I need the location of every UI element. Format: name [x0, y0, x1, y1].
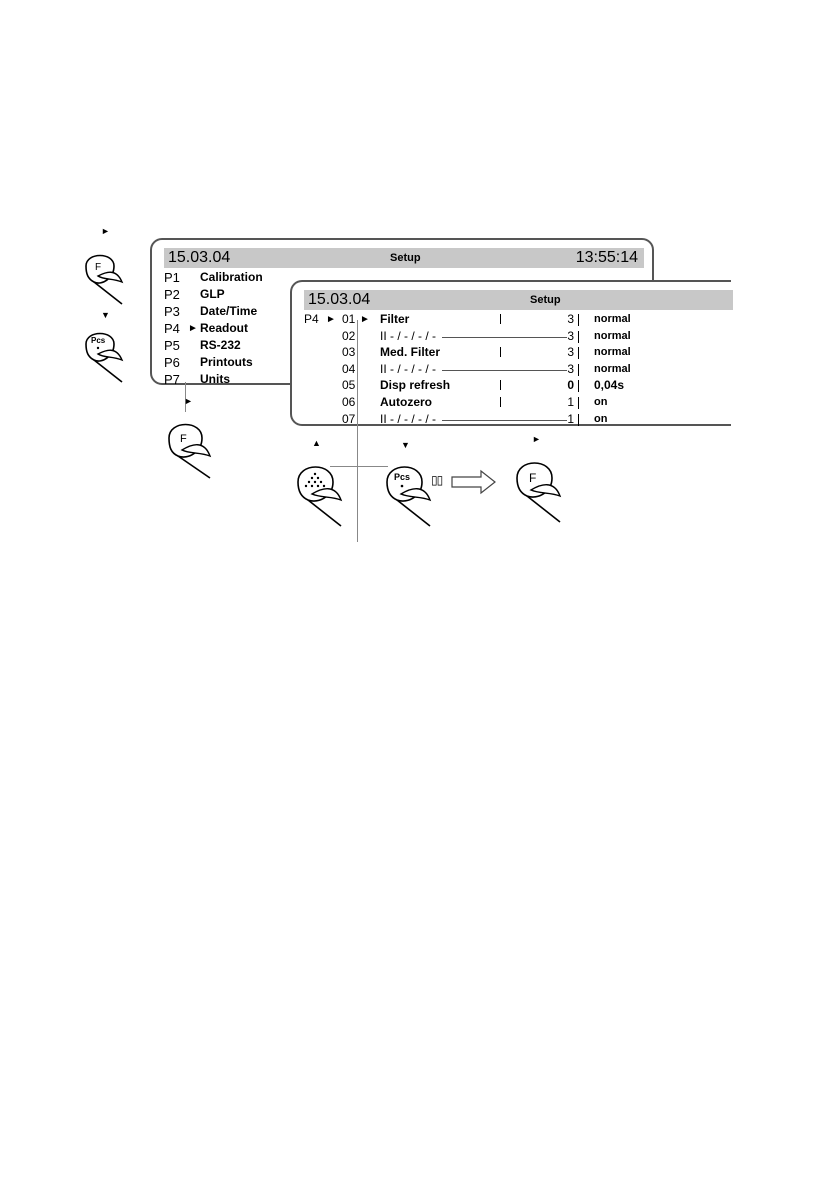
up-key-icon[interactable] — [293, 456, 349, 528]
pcs-key-label: Pcs — [394, 472, 411, 482]
f-key-icon[interactable] — [164, 414, 218, 480]
menu-item-label: RS-232 — [200, 338, 241, 352]
key-arrow-5: ▼ — [401, 440, 410, 450]
item-value: 1 — [567, 411, 574, 426]
selection-arrow-icon: ► — [326, 314, 336, 325]
item-number: 07 — [342, 411, 356, 426]
readout-item-07[interactable] — [292, 411, 733, 428]
value-line — [442, 337, 567, 338]
item-value: 0 — [567, 378, 574, 393]
tick-mark — [500, 314, 501, 324]
date-display: 15.03.04 — [308, 291, 371, 308]
readout-item-06[interactable] — [292, 394, 733, 411]
readout-item-03[interactable] — [292, 344, 733, 361]
key-arrow-2: ▼ — [101, 310, 110, 320]
value-line — [442, 370, 567, 371]
item-option: normal — [594, 362, 631, 375]
item-label: II - / - / - / - — [380, 328, 436, 343]
item-label: Autozero — [380, 395, 432, 409]
selection-arrow-icon: ► — [188, 323, 198, 334]
item-value: 1 — [567, 395, 574, 409]
item-number: 05 — [342, 378, 356, 393]
value-separator — [578, 380, 579, 392]
item-value: 3 — [567, 361, 574, 376]
value-separator — [578, 331, 579, 343]
key-arrow-1: ► — [101, 226, 110, 236]
value-line — [442, 420, 567, 421]
menu-item-code: P6 — [164, 355, 180, 370]
menu-item-code: P4 — [164, 321, 180, 336]
value-separator — [578, 414, 579, 426]
item-label: II - / - / - / - — [380, 411, 436, 426]
item-value: 3 — [567, 345, 574, 360]
menu-item-label: Units — [200, 372, 230, 386]
readout-item-02[interactable] — [292, 328, 733, 345]
item-number: 06 — [342, 395, 356, 409]
menu-item-code: P2 — [164, 287, 180, 302]
menu-item-code: P3 — [164, 304, 180, 319]
item-option: normal — [594, 329, 631, 342]
key-arrow-3: ► — [184, 396, 193, 406]
value-separator — [578, 364, 579, 376]
menu-item-code: P5 — [164, 338, 180, 353]
item-value: 3 — [567, 328, 574, 343]
readout-item-01[interactable] — [292, 311, 733, 328]
item-label: II - / - / - / - — [380, 361, 436, 376]
item-number: 01 — [342, 312, 356, 326]
readout-item-05[interactable] — [292, 377, 733, 394]
pcs-key-icon[interactable] — [382, 456, 438, 528]
tick-mark — [500, 347, 501, 357]
key-arrow-6: ► — [532, 434, 541, 444]
parent-code: P4 — [304, 312, 319, 326]
item-label: Med. Filter — [380, 345, 441, 360]
f-key-icon[interactable] — [82, 246, 132, 306]
menu-item-label: GLP — [200, 287, 225, 301]
header-bar — [164, 248, 644, 268]
item-number: 04 — [342, 361, 356, 376]
tick-mark — [500, 397, 501, 407]
header-bar — [304, 290, 733, 310]
value-separator — [578, 397, 579, 409]
item-label: Filter — [380, 312, 410, 326]
readout-item-04[interactable] — [292, 361, 733, 378]
item-number: 03 — [342, 345, 356, 360]
f-key-label: F — [95, 262, 102, 273]
value-separator — [578, 347, 579, 359]
date-display: 15.03.04 — [168, 249, 231, 266]
tick-mark — [500, 380, 501, 390]
screen-title: Setup — [530, 294, 561, 306]
f-key-label: F — [529, 471, 537, 485]
item-option: on — [594, 396, 608, 408]
time-display: 13:55:14 — [575, 249, 638, 266]
item-option: normal — [594, 313, 631, 325]
f-key-icon[interactable] — [512, 452, 570, 524]
key-arrow-4: ▲ — [312, 438, 321, 448]
menu-item-label: Readout — [200, 321, 248, 335]
connector-line-2 — [357, 320, 358, 542]
screen-title: Setup — [390, 252, 421, 264]
item-number: 02 — [342, 328, 356, 343]
item-option: on — [594, 412, 608, 425]
menu-item-label: Printouts — [200, 355, 253, 369]
pcs-key-icon[interactable] — [82, 324, 132, 384]
menu-item-code: P7 — [164, 372, 180, 387]
menu-item-label: Date/Time — [200, 304, 258, 318]
pcs-key-label: Pcs — [91, 336, 106, 345]
hold-indicator: ▯▯ — [431, 473, 443, 487]
next-arrow-icon — [451, 470, 497, 494]
item-option: 0,04s — [594, 378, 625, 393]
selection-arrow-icon: ► — [360, 314, 370, 325]
item-label: Disp refresh — [380, 378, 451, 393]
menu-item-code: P1 — [164, 270, 180, 285]
menu-item-label: Calibration — [200, 270, 263, 284]
item-value: 3 — [567, 312, 574, 326]
f-key-label: F — [180, 433, 187, 445]
value-separator — [578, 314, 579, 326]
item-option: normal — [594, 346, 631, 359]
